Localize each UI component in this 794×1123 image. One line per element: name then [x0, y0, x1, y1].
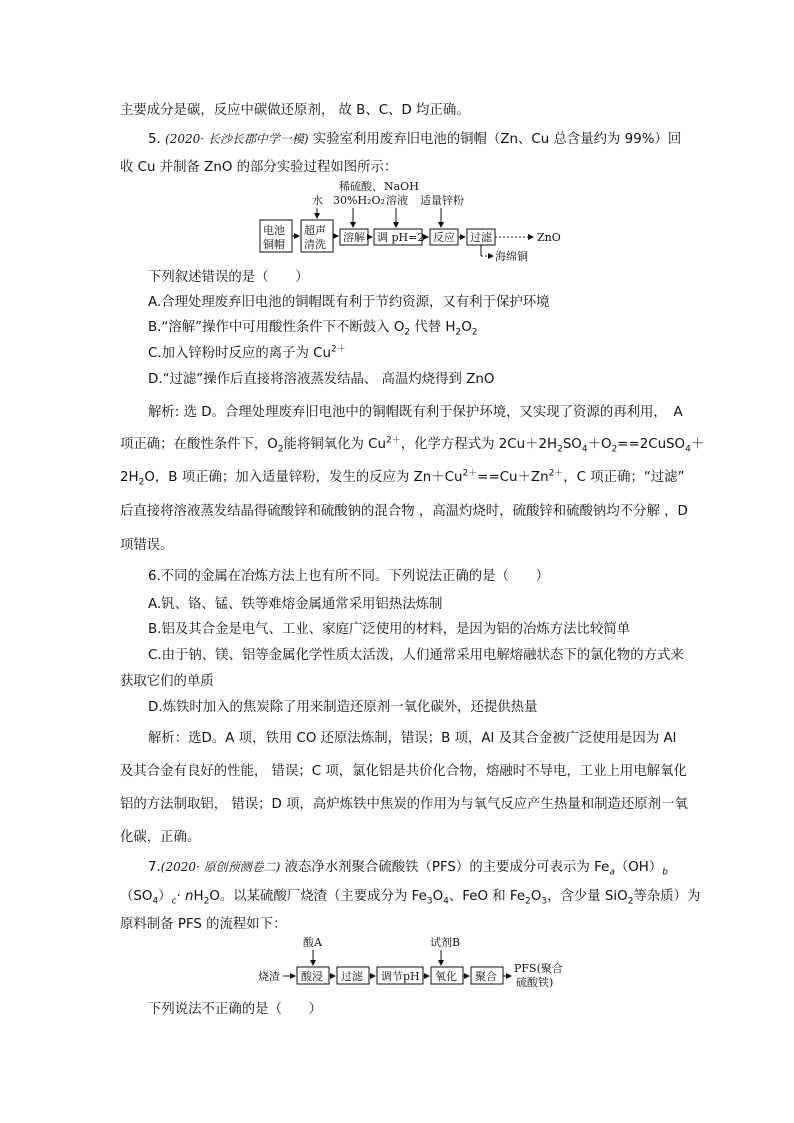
q5-analysis-4: 后直接将溶液蒸发结晶得硫酸锌和硫酸钠的混合物 ，高温灼烧时，硫酸锌和硫酸钠均不分解 ，D: [120, 504, 688, 519]
q5-flow-diagram: [255, 176, 595, 266]
q7-reagent-acid: 酸A: [303, 936, 322, 949]
q6-analysis-3: 铝的方法制取铝， 错误；D 项，高炉炼铁中焦炭的作用为与氧气反应产生热量和制造还原剂一氧: [120, 797, 688, 812]
q5-analysis-3: $2H_2O$，B 项正确；加入适量锌粉，发生的反应为 $Zn+Cu^{2+}==Cu+Zn^{2+}$，C 项正确；“过滤”: [120, 468, 685, 488]
q5-analysis-2: 项正确；在酸性条件下，$O_2$能将铜氧化为 $Cu^{2+}$，化学方程式为 $2Cu+2H_2SO_4+O_2==2CuSO_4+$: [120, 435, 705, 455]
q5-stem-1: 实验室利用废弃旧电池的铜帽（Zn、Cu 总含量约为 99%）回: [312, 132, 682, 147]
q5-analysis-5: 项错误。: [120, 538, 174, 553]
q6-stem: 6.不同的金属在冶炼方法上也有所不同。下列说法正确的是（ ）: [148, 569, 550, 584]
q5-option-b: B.“溶解”操作中可用酸性条件下不断鼓入 $O_2$ 代替 $H_2O_2$: [148, 320, 478, 338]
q6-option-c-2: 获取它们的单质: [120, 674, 214, 689]
q6-option-b: B.铝及其合金是电气、工业、家庭广泛使用的材料，是因为铝的冶炼方法比较简单: [148, 622, 631, 637]
q7-reagent-b: 试剂B: [430, 936, 461, 949]
q5-reagent-acid-2: 30%H₂O₂: [333, 194, 385, 207]
q5-box-ultra-1: 超声: [304, 224, 326, 237]
q7-number: 7.: [148, 860, 161, 875]
q6-analysis-4: 化碳，正确。: [120, 830, 201, 845]
q5-box-ultra-2: 清洗: [304, 238, 326, 251]
q7-box-ph-label: 调节pH: [381, 970, 420, 983]
q5-box-dissolve-label: 溶解: [343, 231, 365, 244]
q5-reagent-water: 水: [312, 194, 323, 207]
q5-reagent-zn: 适量锌粉: [420, 194, 464, 207]
q7-product-1: PFS(聚合: [514, 962, 563, 975]
q7-box-poly-label: 聚合: [475, 970, 497, 983]
q7-flow-diagram: [255, 932, 575, 992]
q6-option-d: D.炼铁时加入的焦炭除了用来制造还原剂一氧化碳外，还提供热量: [148, 700, 538, 715]
q7-question: 下列说法不正确的是（ ）: [148, 1002, 323, 1017]
q5-question: 下列叙述错误的是（ ）: [148, 270, 309, 285]
q5-box-ph-label: 调 pH=2: [377, 231, 425, 244]
q5-source: (2020· 长沙长郡中学一模): [165, 132, 309, 146]
q7-source: (2020· 原创预测卷二): [160, 860, 281, 874]
q4-tail-text: 主要成分是碳，反应中碳做还原剂， 故 B、C、D 均正确。: [120, 103, 470, 118]
q7-box-leach-label: 酸浸: [301, 970, 323, 983]
q5-box-battery-1: 电池: [263, 224, 285, 237]
q5-reagent-naoh-1: NaOH: [384, 180, 419, 193]
q5-box-react-label: 反应: [433, 231, 455, 244]
q7-stem-line-2: $(SO_4)_c\cdot nH_2O$。以某硫酸厂烧渣（主要成分为 $Fe_3O_4$、FeO 和 $Fe_2O_3$，含少量 SiO$_2$等杂质）为: [120, 889, 701, 907]
q7-box-filter-label: 过滤: [341, 970, 363, 983]
q7-start: 烧渣: [258, 970, 280, 983]
q5-option-c: C.加入锌粉时反应的离子为 $Cu^{2+}$: [148, 344, 346, 361]
q7-box-oxid-label: 氧化: [435, 970, 457, 983]
q5-number: 5.: [148, 132, 161, 147]
q5-product-cu: 海绵铜: [495, 250, 528, 263]
q5-reagent-naoh-2: 溶液: [386, 194, 408, 207]
q5-reagent-acid-1: 稀硫酸、: [339, 180, 383, 193]
q7-stem-line-1: 7.(2020· 原创预测卷二) 液态净水剂聚合硫酸铁（PFS）的主要成分可表示为 $Fe_a(OH)_b$: [148, 860, 668, 878]
q7-stem-3: 原料制备 PFS 的流程如下：: [120, 917, 287, 932]
q5-option-d: D.“过滤”操作后直接将溶液蒸发结晶、 高温灼烧得到 ZnO: [148, 372, 495, 387]
q5-option-a: A.合理处理废弃旧电池的铜帽既有利于节约资源，又有利于保护环境: [148, 295, 550, 310]
q5-product-zno: ZnO: [537, 231, 561, 244]
q5-stem-2: 收 Cu 并制备 ZnO 的部分实验过程如图所示：: [120, 160, 398, 175]
q5-box-filter-label: 过滤: [470, 231, 492, 244]
q6-analysis-2: 及其合金有良好的性能， 错误；C 项，氯化铝是共价化合物，熔融时不导电，工业上用电解氧化: [120, 764, 687, 779]
q5-box-battery-2: 铜帽: [263, 238, 285, 251]
q6-analysis-1: 解析：选D。A 项，铁用 CO 还原法炼制，错误；B 项，Al 及其合金被广泛使用是因为 Al: [148, 731, 677, 746]
q6-option-c-1: C.由于钠、镁、铝等金属化学性质太活泼，人们通常采用电解熔融状态下的氯化物的方式来: [148, 648, 684, 663]
q5-stem-line-1: [148, 133, 681, 146]
q6-option-a: A.钒、铬、锰、铁等难熔金属通常采用铝热法炼制: [148, 597, 443, 612]
q5-analysis-1: 解析: 选 D。合理处理废弃旧电池中的铜帽既有利于保护环境，又实现了资源的再利用， A: [148, 405, 683, 420]
q7-product-2: 硫酸铁): [516, 976, 554, 989]
